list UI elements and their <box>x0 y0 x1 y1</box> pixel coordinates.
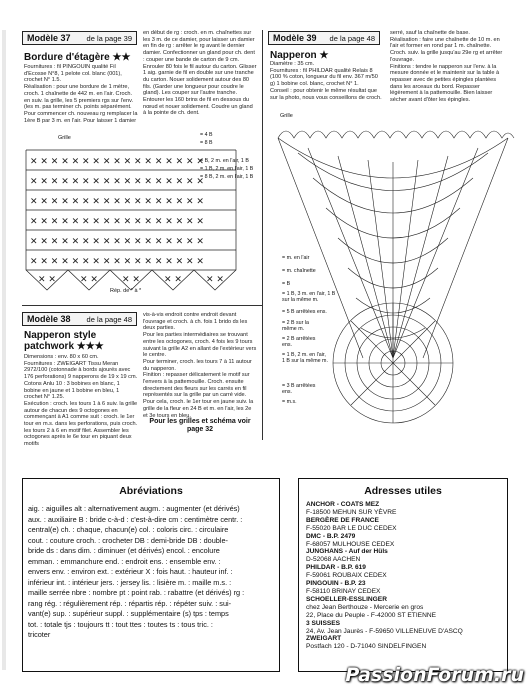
model37-text-col1: Fournitures : fil PINGOUIN qualité Fil d'Ecosse N°8, 1 pelote col. blanc (001), crochet N° 1.5. Réalisation : pour une bordure de 1 mètre, croch. 1 chaînette de 442 m. en l'air. Croch. en suiv. la grille, les 5 premiers rgs sur l'env. (les m. pas terminer ch. points séparément. Pour commencer ch. nouveau rg remplacer la 1ère B par 3 m. en l'air. Pour laisser 1 damier <box>24 64 138 124</box>
abbr-line: envers env. : environ ext. : extérieur X : fois haut. : hauteur inf. : <box>28 567 233 576</box>
address-line: F-59061 ROUBAIX CEDEX <box>306 572 387 580</box>
address-line: F-58110 BRINAY CEDEX <box>306 587 381 595</box>
abbr-line: aux. : auxiliaire B : bride c-à-d : c'est-à-dire cm : centimètre centr. : <box>28 514 243 524</box>
model37-note-5: = 8 B, 2 m. en l'air, 1 B <box>200 174 254 180</box>
model39-legend-10: = m.s. <box>282 399 297 405</box>
model39-legend-3: = B <box>282 281 291 287</box>
model37-note-1: = 4 B <box>200 132 213 138</box>
model38-name: Modèle 38 <box>27 314 71 324</box>
site-watermark: PassionForum.ru <box>345 664 524 686</box>
svg-text:✕ ✕ ✕ ✕ ✕ ✕ ✕ ✕ ✕ ✕ ✕ ✕ ✕ ✕ ✕: ✕ ✕ ✕ ✕ ✕ ✕ ✕ ✕ ✕ ✕ ✕ ✕ ✕ ✕ ✕ ✕ ✕ <box>30 197 204 207</box>
addresses-list <box>306 501 506 671</box>
svg-text:✕ ✕ ✕ ✕ ✕ ✕ ✕ ✕ ✕ ✕ ✕ ✕ ✕ ✕ ✕: ✕ ✕ ✕ ✕ ✕ ✕ ✕ ✕ ✕ ✕ ✕ ✕ ✕ ✕ ✕ ✕ ✕ <box>30 237 204 247</box>
address-line: 3 SUISSES <box>306 619 341 627</box>
svg-text:✕ ✕: ✕ ✕ <box>38 275 56 285</box>
model37-name: Modèle 37 <box>27 33 71 43</box>
model39-legend-1: = m. en l'air <box>282 255 310 261</box>
address-line: F-68057 MULHOUSE CEDEX <box>306 540 395 548</box>
model38-header-bar <box>22 312 137 326</box>
abbr-line: inférieur int. : intérieur jers. : jersey lis. : lisière m. : maille m.s. : <box>28 577 232 587</box>
address-line: ANCHOR - COATS MEZ <box>306 501 380 508</box>
model37-text-col2: en début de rg : croch. en m. chaînettes sur les 3 m. de ce damier, pour laisser un damier en fin de rg : arrêter le rg avant le dernier damier. Confectionner un gland pour ch. dent : couper une bande de carton de 9 cm. Enrouler 80 fois le fil autour du carton. Glisser 1 aig. garnie de fil en double sur une tranche du carton. Nouer solidement autour des 80 fils. (Garder une longueur pour coudre le gland). Les couper sur l'autre tranche. Entourer les 160 brins de fil en dessous du nœud et nouer solidement. Coudre un gland à la pointe de ch. dent. <box>143 30 257 117</box>
address-line: F-18500 MEHUN SUR YÈVRE <box>306 508 397 516</box>
address-line: chez Jean Berthouze - Mercerie en gros <box>306 603 424 611</box>
abbr-line: vant(e) sup. : supérieur suppl. : supplémentaire (s) tps : temps <box>28 609 229 618</box>
address-line: SCHOELLER-ESSLINGER <box>306 595 387 603</box>
model39-legend-9: = 3 B arrêtées ens. <box>282 383 316 395</box>
svg-text:✕ ✕ ✕ ✕ ✕ ✕ ✕ ✕ ✕ ✕ ✕ ✕ ✕ ✕ ✕: ✕ ✕ ✕ ✕ ✕ ✕ ✕ ✕ ✕ ✕ ✕ ✕ ✕ ✕ ✕ ✕ ✕ <box>30 217 204 227</box>
abbr-line: central(e) ch. : chaque, chacun(e) col. : coloris circ. : circulaire <box>28 525 229 534</box>
svg-text:✕ ✕ ✕ ✕ ✕ ✕ ✕ ✕ ✕ ✕ ✕ ✕ ✕ ✕ ✕: ✕ ✕ ✕ ✕ ✕ ✕ ✕ ✕ ✕ ✕ ✕ ✕ ✕ ✕ ✕ ✕ ✕ <box>30 177 204 187</box>
model37-repeat-label: Rép. de * à * <box>110 288 142 294</box>
address-line: PINGOUIN - B.P. 23 <box>306 580 366 588</box>
svg-text:✕ ✕ ✕ ✕ ✕ ✕ ✕ ✕ ✕ ✕ ✕ ✕ ✕ ✕ ✕: ✕ ✕ ✕ ✕ ✕ ✕ ✕ ✕ ✕ ✕ ✕ ✕ ✕ ✕ ✕ ✕ ✕ <box>30 157 204 167</box>
model37-page-ref: de la page 39 <box>86 33 132 43</box>
svg-text:✕ ✕: ✕ ✕ <box>122 275 140 285</box>
model39-text-col1: Diamètre : 35 cm. Fournitures : fil PHILDAR qualité Relais 8 (100 % coton, longueur du fil env. 367 m/50 g) 1 bobine col. blanc, crochet N° 1. Conseil : pour obtenir le même résultat que sur la photo, nous vous conseillons de croch. <box>270 61 382 101</box>
abbr-line: cout. : couture croch. : crocheter DB : demi-bride DB : double- <box>28 535 228 545</box>
address-line: ZWEIGART <box>306 635 342 643</box>
svg-text:✕ ✕: ✕ ✕ <box>206 275 224 285</box>
model38-page-ref: de la page 48 <box>86 314 132 324</box>
abbr-line: aig. : aiguilles alt : alternativement augm. : augmenter (et dérivés) <box>28 504 240 513</box>
model37-note-4: = 1 B, 2 m. en l'air, 1 B <box>200 166 254 172</box>
model39-name: Modèle 39 <box>273 33 317 43</box>
column-divider <box>262 30 263 440</box>
svg-text:✕ ✕ ✕ ✕ ✕ ✕ ✕ ✕ ✕ ✕ ✕ ✕ ✕ ✕ ✕: ✕ ✕ ✕ ✕ ✕ ✕ ✕ ✕ ✕ ✕ ✕ ✕ ✕ ✕ ✕ ✕ ✕ <box>30 257 204 267</box>
address-line: 22, Place du Peuple - F-42000 ST ETIENNE <box>306 611 436 619</box>
page-edge-strip <box>2 30 6 670</box>
address-line: 24, Av. Jean Jaurès - F-59650 VILLENEUVE D'ASCQ <box>306 627 463 635</box>
address-line: JUNGHANS - Auf der Hüls <box>306 548 388 556</box>
model38-text-col1: Dimensions : env. 80 x 60 cm. Fournitures : ZWEIGART Tissu Meran 2972/100 (cotonnade à bords ajourés avec 176 perforations) 9 napperons de 19 x 19 cm. Cotons Anlu 10 : 3 bobines en blanc, 1 bobine en jaune et 1 bobine en bleu, 1 crochet N° 1.25. Exécution : croch. les tours 1 à 6 suiv. la grille autour de chacun des 9 octogones en commençant à A1 comme suit : croch. le 1er tour en m.s. dans les perforations, puis croch. les tours 2 à 6 en motif filet. Assembler les octogones après le 6e tour en piquant deux motifs <box>24 354 138 448</box>
addresses-title: Adresses utiles <box>364 485 442 497</box>
model37-note-2: = 8 B <box>200 140 213 146</box>
model39-page-ref: de la page 48 <box>329 33 375 43</box>
address-line: BERGÈRE DE FRANCE <box>306 516 379 524</box>
address-line: D-52068 AACHEN <box>306 556 361 564</box>
address-line: DMC - B.P. 2479 <box>306 532 356 540</box>
address-line: Postfach 120 - D-71040 SINDELFINGEN <box>306 643 427 651</box>
address-line: PHILDAR - B.P. 619 <box>306 564 366 572</box>
model39-legend-2: = m. chaînette <box>282 268 316 274</box>
abbr-line: emman. : emmanchure end. : endroit ens. : ensemble env. : <box>28 556 221 566</box>
model37-note-3: = B, 2 m. en l'air, 1 B <box>200 158 249 164</box>
model39-legend-4: = 1 B, 3 m. en l'air, 1 B sur la même m. <box>282 291 336 303</box>
model38-reference-note: Pour les grilles et schéma voir page 32 <box>149 418 251 433</box>
model39-grille-label: Grille <box>280 113 293 119</box>
address-line: F-55020 BAR LE DUC CEDEX <box>306 524 397 532</box>
model39-legend-6: = 2 B sur la même m. <box>282 320 309 332</box>
svg-text:✕ ✕: ✕ ✕ <box>80 275 98 285</box>
model37-header-bar <box>22 31 137 45</box>
model39-header-bar <box>268 31 380 45</box>
abbr-line: tot. : totale tjs : toujours tt : tout ttes : toutes ts : tous tric. : <box>28 619 213 629</box>
model37-title: Bordure d'étagère ★★ <box>24 52 131 63</box>
model39-title: Napperon ★ <box>270 50 329 61</box>
model37-bottom-divider <box>22 305 262 306</box>
abbr-line: tricoter <box>28 630 51 639</box>
svg-text:✕ ✕: ✕ ✕ <box>164 275 182 285</box>
model39-text-col2: serré, sauf la chaînette de base. Réalisation : faire une chaînette de 10 m. en l'air et former en rond par 1 m. chaînette. Croch. suiv. la grille jusqu'au 29e rg et arrêter l'ouvrage. Finitions : tendre le napperon sur l'env. à la mesure donnée et le maintenir sur la table à repasser avec de petites épingles plantées dans les arceaux du bord. Repasser légèrement à la pattemouille. Bien laisser sécher avant d'ôter les épingles. <box>390 30 503 104</box>
abbr-line: bride ds : dans dim. : diminuer (et dérivés) encol. : encolure <box>28 546 220 555</box>
model37-grille-label: Grille <box>58 135 71 141</box>
model38-title: Napperon style patchwork ★★★ <box>24 330 104 352</box>
model39-legend-8: = 1 B, 2 m. en l'air, 1 B sur la même m. <box>282 352 328 364</box>
abbreviations-list <box>28 504 278 670</box>
abbr-line: rang rég. : régulièrement rép. : répartis rép. : répéter suiv. : sui- <box>28 598 232 608</box>
model39-legend-7: = 2 B arrêtées ens. <box>282 336 316 348</box>
model38-text-col2: vis-à-vis endroit contre endroit devant l'ouvrage et croch. à ch. fois 1 brido ds les deux parties. Pour les parties intermédiaires se trouvant entre les octogones, croch. 4 fois les 9 tours suivant la grille A2 en allant de l'extérieur vers le centre. Pour terminer, croch. les tours 7 à 11 autour du napperon. Finition : repasser délicatement le motif sur l'envers à la pattemouille. Croch. ensuite directement des fleurs sur les carrés en fil représentés sur la grille par un carré vide. Pour cela, croch. le 1er tour en jaune suiv. la grille de la fleur en 24 B et m. en l'air, les 2e et 3e tours en bleu. <box>143 312 257 419</box>
abbreviations-title: Abréviations <box>119 485 183 497</box>
model39-legend-5: = 5 B arrêtées ens. <box>282 309 327 315</box>
abbr-line: maille serrée nbre : nombre pt : point rab. : rabattre (et dérivés) rg : <box>28 588 245 597</box>
